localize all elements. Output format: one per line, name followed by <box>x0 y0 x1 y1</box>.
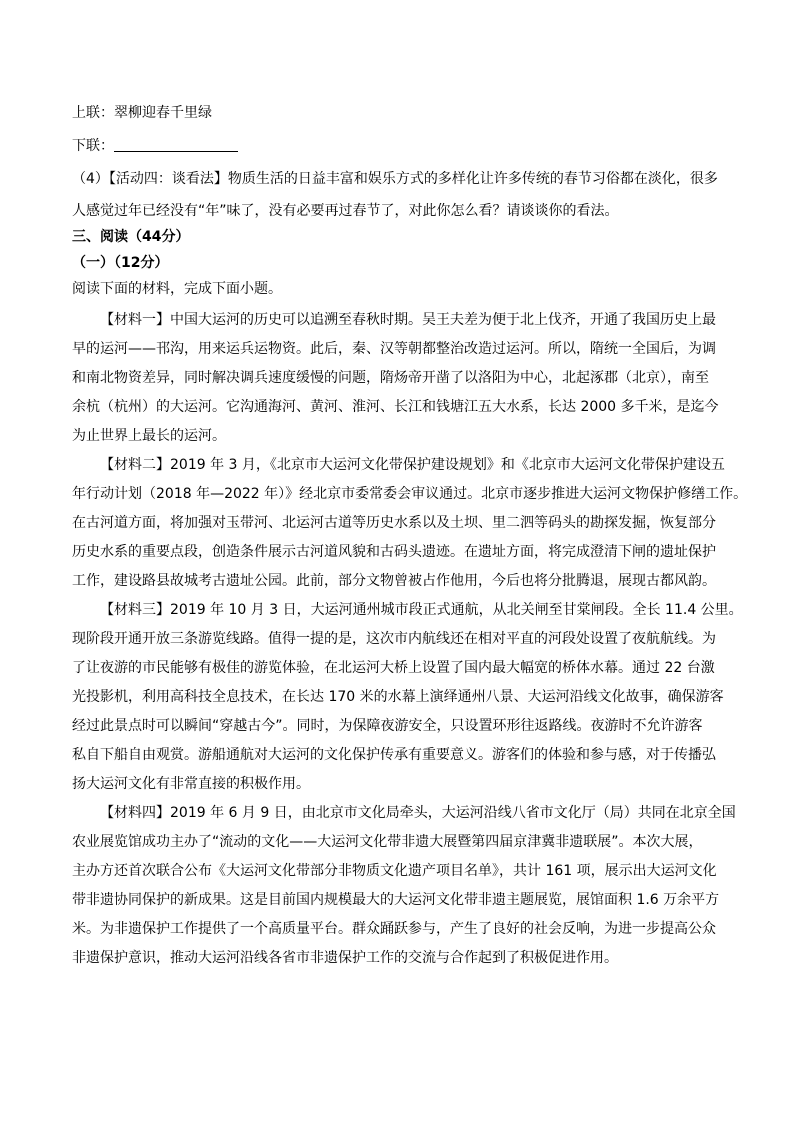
reading-instruction: 阅读下面的材料，完成下面小题。 <box>72 281 282 297</box>
couplet-upper-label: 上联： <box>72 105 114 121</box>
material-line: 经过此景点时可以瞬间“穿越古今”。同时，为保障夜游安全，只设置环形往返路线。夜游时不允许游客 <box>72 718 703 734</box>
material-line: 余杭（杭州）的大运河。它沟通海河、黄河、淮河、长江和钱塘江五大水系，长达 2000 多千米，是迄今 <box>72 399 719 415</box>
document-page <box>72 100 748 973</box>
material-line: 工作，建设路县故城考古遗址公园。此前，部分文物曾被占作他用，今后也将分批腾退，展现古都风韵。 <box>72 573 716 589</box>
material-3 <box>72 596 743 799</box>
material-line: 非遗保护意识，推动大运河沿线各省市非遗保护工作的交流与合作起到了积极促进作用。 <box>72 950 618 966</box>
section-heading: 三、阅读（44分） <box>72 229 190 245</box>
couplet-lower-label: 下联： <box>72 138 114 154</box>
material-2 <box>72 451 748 596</box>
material-line: 【材料二】2019 年 3 月，《北京市大运河文化带保护建设规划》和《北京市大运河文化带保护建设五 <box>100 457 725 473</box>
material-line: 私自下船自由观赏。游船通航对大运河的文化保护传承有重要意义。游客们的体验和参与感，对于传播弘 <box>72 747 716 763</box>
couplet-upper-text: 翠柳迎春千里绿 <box>114 105 212 121</box>
material-line: 【材料三】2019 年 10 月 3 日，大运河通州城市段正式通航，从北关闸至甘棠闸段。全长 11.4 公里。 <box>100 602 743 618</box>
material-line: 现阶段开通开放三条游览线路。值得一提的是，这次市内航线还在相对平直的河段处设置了夜航航线。为 <box>72 631 716 647</box>
couplet-upper <box>72 100 724 126</box>
material-line: 【材料一】中国大运河的历史可以追溯至春秋时期。吴王夫差为便于北上伐齐，开通了我国历史上最 <box>100 312 716 328</box>
material-line: 光投影机，利用高科技全息技术，在长达 170 米的水幕上演绎通州八景、大运河沿线文化故事，确保游客 <box>72 689 724 705</box>
material-line: 扬大运河文化有非常直接的积极作用。 <box>72 776 310 792</box>
material-line: 在古河道方面，将加强对玉带河、北运河古道等历史水系以及土坝、里二泗等码头的勘探发掘，恢复部分 <box>72 515 716 531</box>
material-line: 带非遗协同保护的新成果。这是目前国内规模最大的大运河文化带非遗主题展览，展馆面积 1.6 万余平方 <box>72 892 720 908</box>
couplet-lower <box>72 133 724 159</box>
question-4-line-1: （4）【活动四：谈看法】物质生活的日益丰富和娱乐方式的多样化让许多传统的春节习俗都在淡化，很多 <box>72 171 718 187</box>
material-line: 【材料四】2019 年 6 月 9 日，由北京市文化局牵头，大运河沿线八省市文化厅（局）共同在北京全国 <box>100 805 736 821</box>
material-4 <box>72 799 736 973</box>
material-line: 主办方还首次联合公布《大运河文化带部分非物质文化遗产项目名单》，共计 161 项，展示出大运河文化 <box>72 863 717 879</box>
question-4-line-2: 人感觉过年已经没有“年”味了，没有必要再过春节了，对此你怎么看？请谈谈你的看法。 <box>72 203 619 219</box>
material-line: 历史水系的重要点段，创造条件展示古河道风貌和古码头遗迹。在遗址方面，将完成澄清下闸的遗址保护 <box>72 544 716 560</box>
sub-section-heading: （一）（12分） <box>72 255 169 271</box>
material-line: 年行动计划（2018 年—2022 年）》经北京市委常委会审议通过。北京市逐步推进大运河文物保护修缮工作。 <box>72 486 748 502</box>
answer-blank[interactable] <box>114 136 238 152</box>
material-line: 为止世界上最长的运河。 <box>72 428 226 444</box>
material-line: 米。为非遗保护工作提供了一个高质量平台。群众踊跃参与，产生了良好的社会反响，为进一步提高公众 <box>72 921 716 937</box>
material-line: 早的运河——邗沟，用来运兵运物资。此后，秦、汉等朝都整治改造过运河。所以，隋统一全国后，为调 <box>72 341 716 357</box>
material-line: 和南北物资差异，同时解决调兵速度缓慢的问题，隋炀帝开凿了以洛阳为中心，北起涿郡（北京），南至 <box>72 370 709 386</box>
material-1 <box>72 306 724 451</box>
material-line: 农业展览馆成功主办了“流动的文化——大运河文化带非遗大展暨第四届京津冀非遗联展”。本次大展， <box>72 834 703 850</box>
material-line: 了让夜游的市民能够有极佳的游览体验，在北运河大桥上设置了国内最大幅宽的桥体水幕。通过 22 台激 <box>72 660 715 676</box>
